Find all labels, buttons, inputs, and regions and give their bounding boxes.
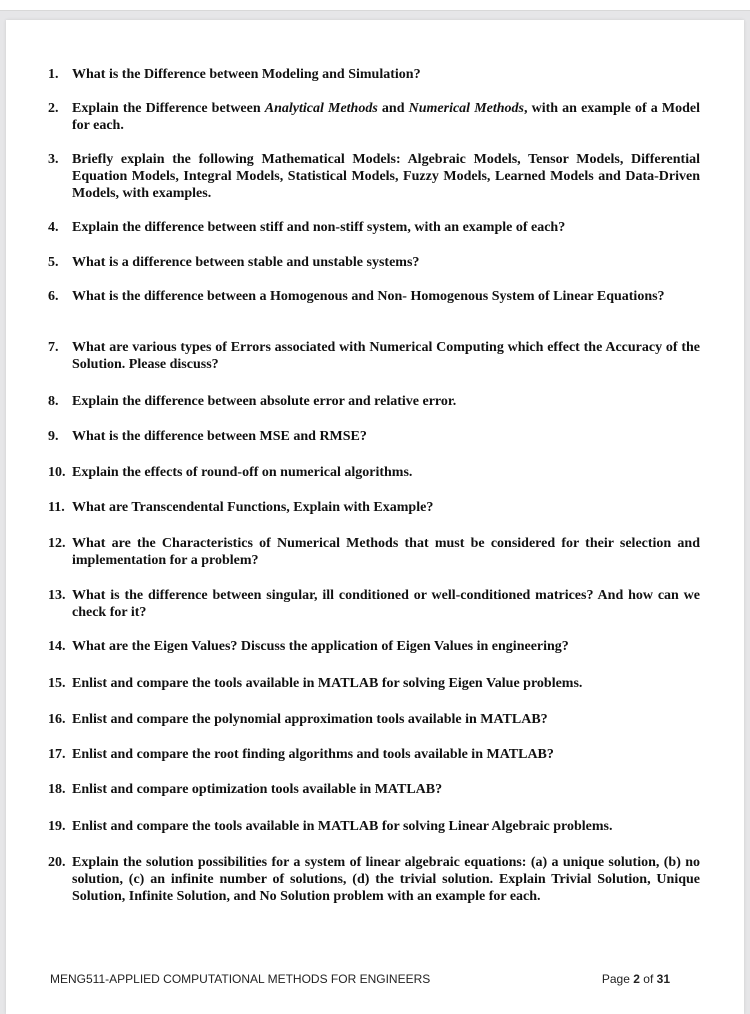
question-text: What are various types of Errors associated with Numerical Computing which effect the Accuracy of the Solution. Please discuss? bbox=[72, 340, 700, 372]
question-item bbox=[48, 535, 700, 569]
question-number: 10. bbox=[48, 465, 66, 480]
question-number: 3. bbox=[48, 152, 59, 167]
question-text: Enlist and compare optimization tools available in MATLAB? bbox=[72, 782, 443, 797]
question-item bbox=[48, 151, 700, 202]
emphasis-analytical-methods: Analytical Methods bbox=[264, 101, 378, 116]
question-number: 9. bbox=[48, 429, 59, 444]
question-text: What are the Eigen Values? Discuss the application of Eigen Values in engineering? bbox=[72, 639, 569, 654]
question-item bbox=[48, 100, 700, 134]
question-item bbox=[48, 339, 700, 373]
question-number: 15. bbox=[48, 676, 66, 691]
question-text: What are the Characteristics of Numerical Methods that must be considered for their selection and implementation for a problem? bbox=[72, 536, 700, 568]
question-number: 7. bbox=[48, 340, 59, 355]
course-title: MENG511-APPLIED COMPUTATIONAL METHODS FOR ENGINEERS bbox=[50, 972, 431, 986]
question-number: 8. bbox=[48, 394, 59, 409]
question-item bbox=[48, 66, 700, 83]
question-number: 1. bbox=[48, 67, 59, 82]
question-text: What are Transcendental Functions, Explain with Example? bbox=[72, 500, 434, 515]
question-text: Explain the effects of round-off on numerical algorithms. bbox=[72, 465, 413, 480]
page-label: Page bbox=[601, 972, 630, 986]
page-total: 31 bbox=[656, 972, 670, 986]
question-item bbox=[48, 428, 700, 445]
question-text bbox=[72, 100, 700, 134]
question-number: 13. bbox=[48, 588, 66, 603]
question-number: 18. bbox=[48, 782, 66, 797]
question-item bbox=[48, 818, 700, 835]
question-number: 16. bbox=[48, 712, 66, 727]
text-run: and bbox=[377, 101, 409, 116]
question-number: 14. bbox=[48, 639, 66, 654]
question-text: What is the difference between MSE and RMSE? bbox=[72, 429, 367, 444]
question-item bbox=[48, 587, 700, 621]
question-number: 2. bbox=[48, 101, 59, 116]
text-run: , with an example of a Model for each. bbox=[72, 101, 700, 133]
question-text: What is the Difference between Modeling and Simulation? bbox=[72, 67, 421, 82]
question-item bbox=[48, 288, 700, 305]
text-run: Explain the Difference between bbox=[72, 101, 265, 116]
question-number: 5. bbox=[48, 255, 59, 270]
question-item bbox=[48, 499, 700, 516]
question-number: 11. bbox=[48, 500, 65, 515]
page-of: of bbox=[643, 972, 654, 986]
question-text: What is the difference between singular, ill conditioned or well-conditioned matrices? And how can we check for it? bbox=[72, 588, 700, 620]
question-number: 20. bbox=[48, 855, 66, 870]
question-text: Briefly explain the following Mathematical Models: Algebraic Models, Tensor Models, Differential Equation Models, Integral Models, Statistical Models, Fuzzy Models, Learned Models and Data-Driven Models, with examples. bbox=[72, 152, 700, 201]
question-item bbox=[48, 393, 700, 410]
question-item bbox=[48, 675, 700, 692]
emphasis-numerical-methods: Numerical Methods bbox=[408, 101, 524, 116]
question-text: Explain the difference between stiff and non-stiff system, with an example of each? bbox=[72, 220, 566, 235]
page-indicator bbox=[602, 972, 670, 986]
page-top-edge bbox=[0, 0, 750, 11]
question-number: 19. bbox=[48, 819, 66, 834]
question-text: Enlist and compare the tools available in MATLAB for solving Linear Algebraic problems. bbox=[72, 819, 613, 834]
question-number: 6. bbox=[48, 289, 59, 304]
question-text: What is the difference between a Homogenous and Non- Homogenous System of Linear Equations? bbox=[72, 289, 665, 304]
question-item bbox=[48, 464, 700, 481]
question-text: Enlist and compare the root finding algorithms and tools available in MATLAB? bbox=[72, 747, 554, 762]
question-item bbox=[48, 254, 700, 271]
question-text: What is a difference between stable and unstable systems? bbox=[72, 255, 420, 270]
question-item bbox=[48, 746, 700, 763]
question-number: 17. bbox=[48, 747, 66, 762]
question-item bbox=[48, 638, 700, 655]
question-item bbox=[48, 854, 700, 905]
question-item bbox=[48, 219, 700, 236]
question-text: Explain the solution possibilities for a system of linear algebraic equations: (a) a unique solution, (b) no solution, (c) an infinite number of solutions, (d) the trivial solution. Explain Trivial Solution, Unique Solution, Infinite Solution, and No Solution problem with an example for each. bbox=[72, 855, 700, 904]
question-text: Enlist and compare the tools available in MATLAB for solving Eigen Value problems. bbox=[72, 676, 583, 691]
document-page bbox=[6, 20, 744, 1014]
question-text: Explain the difference between absolute error and relative error. bbox=[72, 394, 457, 409]
question-text: Enlist and compare the polynomial approximation tools available in MATLAB? bbox=[72, 712, 548, 727]
question-item bbox=[48, 781, 700, 798]
question-number: 4. bbox=[48, 220, 59, 235]
question-item bbox=[48, 711, 700, 728]
question-number: 12. bbox=[48, 536, 66, 551]
page-current: 2 bbox=[633, 972, 640, 986]
